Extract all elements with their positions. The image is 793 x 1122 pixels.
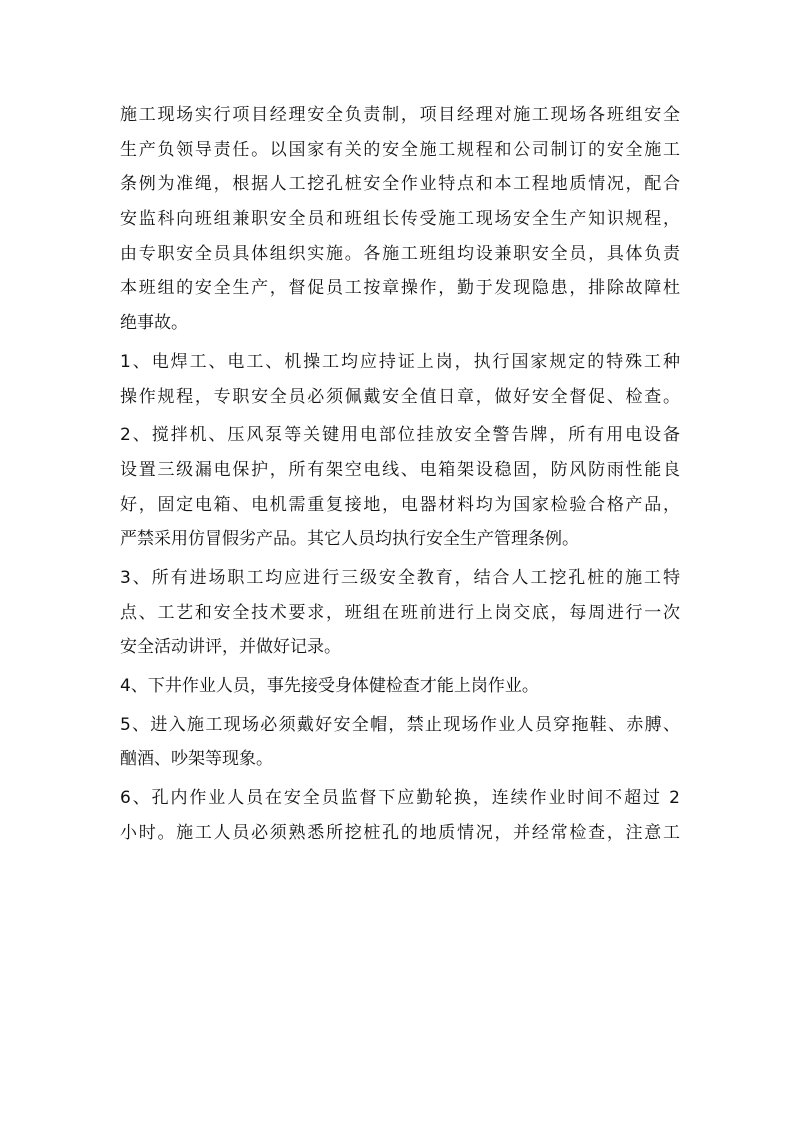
paragraph-item-2 (120, 418, 680, 557)
text-line: 严禁采用仿冒假劣产品。其它人员均执行安全生产管理条例。 (120, 529, 579, 550)
text-line: 本班组的安全生产，督促员工按章操作，勤于发现隐患，排除故障杜 (120, 278, 680, 299)
text-line: 操作规程，专职安全员必须佩戴安全值日章，做好安全督促、检查。 (120, 386, 680, 407)
text-line: 小时。施工人员必须熟悉所挖桩孔的地质情况，并经常检查，注意工 (120, 822, 680, 843)
text-line: 点、工艺和安全技术要求，班组在班前进行上岗交底，每周进行一次 (120, 602, 680, 623)
text-line: 4、下井作业人员，事先接受身体健检查才能上岗作业。 (120, 676, 539, 696)
text-line: 5、进入施工现场必须戴好安全帽，禁止现场作业人员穿拖鞋、赤膊、 (120, 714, 680, 735)
text-line: 3、所有进场职工均应进行三级安全教育，结合人工挖孔桩的施工特 (120, 567, 680, 588)
text-line: 1、电焊工、电工、机操工均应持证上岗，执行国家规定的特殊工种 (120, 351, 680, 372)
text-line: 设置三级漏电保护，所有架空电线、电箱架设稳固，防风防雨性能良 (120, 459, 680, 480)
document-body (120, 98, 680, 850)
text-line: 安全活动讲评，并做好记录。 (120, 637, 341, 658)
text-line: 施工现场实行项目经理安全负责制，项目经理对施工现场各班组安全 (120, 105, 680, 125)
text-line: 条例为准绳，根据人工挖孔桩安全作业特点和本工程地质情况，配合 (120, 174, 680, 195)
text-line: 酗酒、吵架等现象。 (120, 749, 273, 770)
text-line: 好，固定电箱、电机需重复接地，电器材料均为国家检验合格产品， (120, 494, 680, 515)
text-line: 安监科向班组兼职安全员和班组长传受施工现场安全生产知识规程， (120, 209, 680, 230)
text-line: 6、孔内作业人员在安全员监督下应勤轮换，连续作业时间不超过 2 (120, 788, 680, 809)
paragraph-responsibility (120, 98, 680, 341)
paragraph-item-1 (120, 345, 680, 414)
paragraph-item-5 (120, 708, 680, 777)
text-line: 绝事故。 (120, 313, 188, 334)
paragraph-item-6 (120, 781, 680, 850)
paragraph-item-3 (120, 561, 680, 665)
text-line: 由专职安全员具体组织实施。各施工班组均设兼职安全员，具体负责 (120, 243, 680, 264)
text-line: 2、搅拌机、压风泵等关键用电部位挂放安全警告牌，所有用电设备 (120, 425, 680, 446)
text-line: 生产负领导责任。以国家有关的安全施工规程和公司制订的安全施工 (120, 139, 680, 160)
paragraph-item-4 (120, 669, 680, 704)
